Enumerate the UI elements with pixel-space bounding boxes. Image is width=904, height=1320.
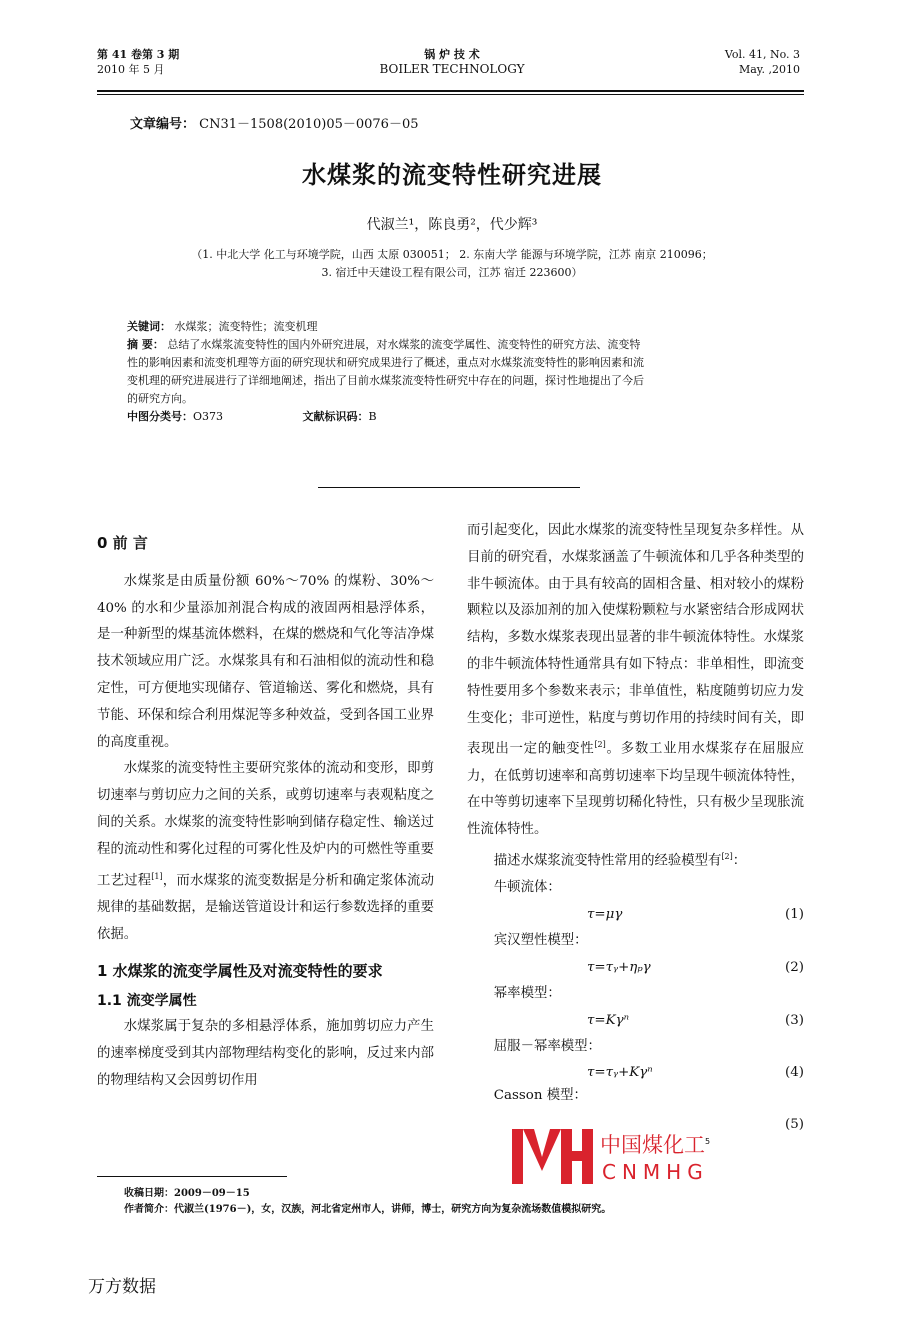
abstract-line-3: 变机理的研究进展进行了详细地阐述，指出了目前水煤浆流变特性研究中存在的问题，探讨性地提出了今后: [127, 374, 644, 387]
equation-1: τ=μγ (1): [587, 907, 804, 923]
paragraph-2: 水煤浆的流变特性主要研究浆体的流动和变形，即剪切速率与剪切应力之间的关系，或剪切速率与表观粘度之间的关系。水煤浆的流变特性影响到储存稳定性、输送过程的流动性和雾化过程的可雾化性及炉内的可燃性等重要工艺过程[1]，而水煤浆的流变数据是分析和确定浆体流动规律的基础数据，是输送管道设计和运行参数选择的重要依据。: [97, 761, 435, 942]
watermark-logo: 中国煤化工$^5$ CNMHG: [512, 1127, 722, 1187]
paragraph-1: 水煤浆是由质量份额 60%～70% 的煤粉、30%～40% 的水和少量添加剂混合构成的液固两相悬浮体系，是一种新型的煤基流体燃料，在煤的燃烧和气化等洁净煤技术领域应用广泛。水煤浆具有和石油相似的流动性和稳定性，可方便地实现储存、管道输送、雾化和燃烧，具有节能、环保和综合利用煤泥等多种效益，受到各国工业界的高度重视。: [97, 573, 434, 750]
keywords: 关键词： 水煤浆；流变特性；流变机理: [127, 320, 318, 333]
header-rule-thin: [97, 94, 804, 95]
abstract-line-4: 的研究方向。: [127, 392, 193, 405]
abstract-block: [127, 318, 779, 426]
equation-5: (5): [785, 1117, 804, 1133]
section-1-title: 1 水煤浆的流变学属性及对流变特性的要求: [97, 962, 383, 981]
equation-3: τ=Kγⁿ (3): [587, 1012, 804, 1028]
header-volume: Vol. 41, No. 3 May. ,2010: [724, 48, 800, 76]
abstract-line-1: 摘 要： 总结了水煤浆流变特性的国内外研究进展，对水煤浆的流变学属性、流变特性的研究方法、流变特: [127, 338, 641, 351]
footnote: [124, 1186, 611, 1218]
author-bio: 作者简介：代淑兰(1976－)，女，汉族，河北省定州市人，讲师，博士，研究方向为复杂流场数值模拟研究。: [124, 1204, 612, 1215]
watermark-brand-en: CNMHG: [602, 1160, 709, 1184]
left-column: [97, 530, 434, 1095]
model-label-yield-power-law: 屈服－幂率模型：: [493, 1038, 601, 1054]
header-journal: 锅 炉 技 术 BOILER TECHNOLOGY: [379, 48, 525, 76]
received-date: 收稿日期：2009－09－15: [124, 1188, 250, 1199]
abstract-divider: [318, 487, 580, 488]
paper-title: 水煤浆的流变特性研究进展: [302, 160, 602, 189]
watermark-mh-icon: [512, 1127, 594, 1185]
header-rule-thick: [97, 90, 804, 92]
paragraph-4: 而引起变化，因此水煤浆的流变特性呈现复杂多样性。从目前的研究看，水煤浆涵盖了牛顿流体和几乎各种类型的非牛顿流体。由于具有较高的固相含量、相对较小的煤粉颗粒以及添加剂的加入使煤粉颗粒与水紧密结合形成网状结构，多数水煤浆表现出显著的非牛顿流体特性。水煤浆的非牛顿流体特性通常具有如下特点：非单相性，即流变特性要用多个参数来表示；非单值性，粘度随剪切应力发生变化；非可逆性，粘度与剪切作用的持续时间有关，即表现出一定的触变性[2]。多数工业用水煤浆存在屈服应力，在低剪切速率和高剪切速率下均呈现牛顿流体特性，在中等剪切速率下呈现剪切稀化特性，只有极少呈现胀流性流体特性。: [467, 523, 805, 838]
equation-4: τ=τᵧ+Kγⁿ (4): [587, 1065, 804, 1081]
section-1-1-title: 1.1 流变学属性: [97, 993, 197, 1010]
footnote-rule: [97, 1176, 287, 1177]
header-issue: 第 41 卷第 3 期 2010 年 5 月: [97, 48, 180, 76]
abstract-line-2: 性的影响因素和流变机理等方面的研究现状和研究成果进行了概述，重点对水煤浆流变特性的影响因素和流: [127, 356, 644, 369]
paragraph-3: 水煤浆属于复杂的多相悬浮体系，施加剪切应力产生的速率梯度受到其内部物理结构变化的影响，反过来内部的物理结构又会因剪切作用: [97, 1019, 434, 1089]
model-label-casson: Casson 模型：: [493, 1088, 587, 1104]
model-label-newtonian: 牛顿流体：: [493, 880, 561, 896]
classification: 中图分类号：O373 文献标识码：B: [127, 410, 377, 423]
model-label-bingham: 宾汉塑性模型：: [493, 933, 588, 949]
model-label-power-law: 幂率模型：: [493, 985, 561, 1001]
author-list: 代淑兰¹，陈良勇²，代少辉³: [366, 217, 538, 233]
bottom-source-mark: 万方数据: [88, 1277, 156, 1297]
equation-2: τ=τᵧ+ηₚγ (2): [587, 959, 804, 975]
article-number: 文章编号： CN31－1508(2010)05－0076－05: [130, 117, 419, 132]
section-0-title: 0 前 言: [97, 534, 148, 552]
paragraph-5: 描述水煤浆流变特性常用的经验模型有[2]：: [493, 852, 747, 869]
affiliations: （1. 中北大学 化工与环境学院，山西 太原 030051； 2. 东南大学 能源与环境学院，江苏 南京 210096； 3. 宿迁中天建设工程有限公司，江苏 宿迁 223600）: [191, 248, 713, 279]
watermark-brand-cn: 中国煤化工: [600, 1133, 705, 1157]
right-column: [467, 518, 804, 1136]
